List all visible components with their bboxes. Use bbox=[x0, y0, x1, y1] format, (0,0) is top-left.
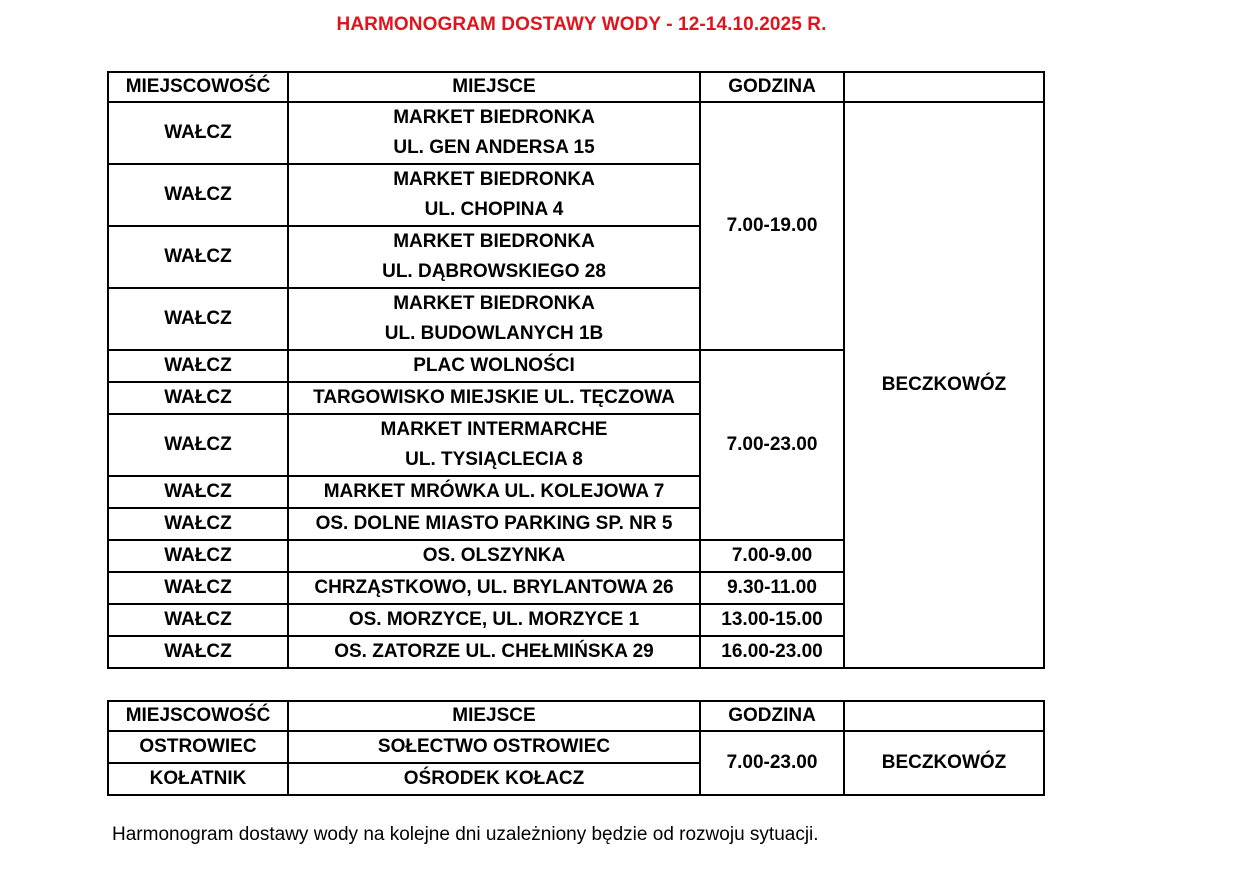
place-cell: OS. ZATORZE UL. CHEŁMIŃSKA 29 bbox=[288, 636, 700, 668]
place-cell bbox=[288, 164, 700, 226]
header-vehicle bbox=[844, 701, 1044, 731]
town-cell: KOŁATNIK bbox=[108, 763, 288, 795]
hours-cell: 7.00-9.00 bbox=[700, 540, 844, 572]
town-cell: WAŁCZ bbox=[108, 164, 288, 226]
place-cell: OS. OLSZYNKA bbox=[288, 540, 700, 572]
schedule-table-walcz bbox=[107, 71, 1045, 669]
hours-cell-group-b: 7.00-23.00 bbox=[700, 350, 844, 540]
town-cell: WAŁCZ bbox=[108, 350, 288, 382]
town-cell: OSTROWIEC bbox=[108, 731, 288, 763]
hours-cell: 9.30-11.00 bbox=[700, 572, 844, 604]
place-cell: SOŁECTWO OSTROWIEC bbox=[288, 731, 700, 763]
town-cell: WAŁCZ bbox=[108, 604, 288, 636]
town-cell: WAŁCZ bbox=[108, 226, 288, 288]
place-name: MARKET BIEDRONKA bbox=[393, 107, 595, 128]
table-row bbox=[108, 731, 1044, 763]
header-place: MIEJSCE bbox=[288, 701, 700, 731]
town-cell: WAŁCZ bbox=[108, 102, 288, 164]
place-cell: TARGOWISKO MIEJSKIE UL. TĘCZOWA bbox=[288, 382, 700, 414]
hours-cell: 16.00-23.00 bbox=[700, 636, 844, 668]
hours-cell-group-a: 7.00-19.00 bbox=[700, 102, 844, 350]
table-header-row bbox=[108, 701, 1044, 731]
town-cell: WAŁCZ bbox=[108, 540, 288, 572]
table-header-row bbox=[108, 72, 1044, 102]
place-cell: CHRZĄSTKOWO, UL. BRYLANTOWA 26 bbox=[288, 572, 700, 604]
schedule-table-villages bbox=[107, 700, 1045, 796]
hours-cell: 7.00-23.00 bbox=[700, 731, 844, 795]
hours-cell: 13.00-15.00 bbox=[700, 604, 844, 636]
town-cell: WAŁCZ bbox=[108, 572, 288, 604]
place-address: UL. BUDOWLANYCH 1B bbox=[384, 323, 604, 344]
place-cell: OŚRODEK KOŁACZ bbox=[288, 763, 700, 795]
town-cell: WAŁCZ bbox=[108, 414, 288, 476]
place-cell: MARKET MRÓWKA UL. KOLEJOWA 7 bbox=[288, 476, 700, 508]
vehicle-cell: BECZKOWÓZ bbox=[844, 731, 1044, 795]
vehicle-cell: BECZKOWÓZ bbox=[844, 102, 1044, 668]
header-vehicle bbox=[844, 72, 1044, 102]
place-name: MARKET BIEDRONKA bbox=[393, 293, 595, 314]
place-address: UL. TYSIĄCLECIA 8 bbox=[405, 449, 583, 470]
footnote: Harmonogram dostawy wody na kolejne dni uzależniony będzie od rozwoju sytuacji. bbox=[112, 824, 819, 845]
place-cell: OS. DOLNE MIASTO PARKING SP. NR 5 bbox=[288, 508, 700, 540]
place-cell bbox=[288, 102, 700, 164]
town-cell: WAŁCZ bbox=[108, 636, 288, 668]
header-town: MIEJSCOWOŚĆ bbox=[108, 701, 288, 731]
place-cell bbox=[288, 414, 700, 476]
table-row bbox=[108, 102, 1044, 164]
place-cell: OS. MORZYCE, UL. MORZYCE 1 bbox=[288, 604, 700, 636]
place-cell bbox=[288, 226, 700, 288]
place-cell: PLAC WOLNOŚCI bbox=[288, 350, 700, 382]
place-address: UL. CHOPINA 4 bbox=[424, 199, 564, 220]
header-place: MIEJSCE bbox=[288, 72, 700, 102]
place-name: MARKET BIEDRONKA bbox=[393, 169, 595, 190]
place-name: MARKET BIEDRONKA bbox=[393, 231, 595, 252]
town-cell: WAŁCZ bbox=[108, 288, 288, 350]
header-town: MIEJSCOWOŚĆ bbox=[108, 72, 288, 102]
header-hours: GODZINA bbox=[700, 72, 844, 102]
place-address: UL. GEN ANDERSA 15 bbox=[393, 137, 595, 158]
header-hours: GODZINA bbox=[700, 701, 844, 731]
place-name: MARKET INTERMARCHE bbox=[380, 419, 608, 440]
place-address: UL. DĄBROWSKIEGO 28 bbox=[382, 261, 606, 282]
page-title: HARMONOGRAM DOSTAWY WODY - 12-14.10.2025 R. bbox=[336, 14, 827, 35]
town-cell: WAŁCZ bbox=[108, 508, 288, 540]
town-cell: WAŁCZ bbox=[108, 476, 288, 508]
town-cell: WAŁCZ bbox=[108, 382, 288, 414]
place-cell bbox=[288, 288, 700, 350]
